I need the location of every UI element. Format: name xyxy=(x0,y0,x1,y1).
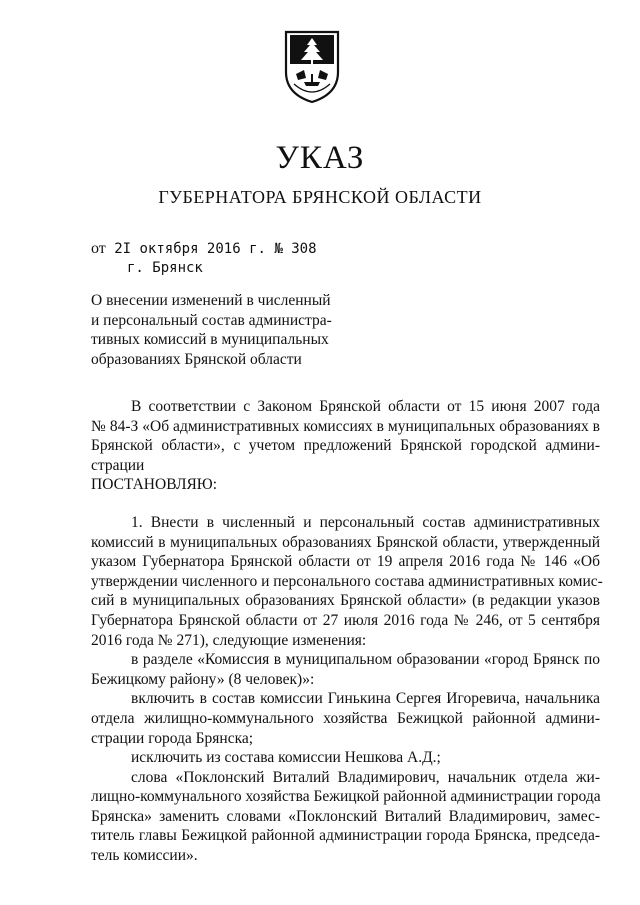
words-line: лищно-коммунального хозяйства Бежицкой районной администрации города xyxy=(91,788,601,806)
document-subject xyxy=(91,291,351,369)
date-prefix: от xyxy=(91,240,106,257)
date-value: 2I октября 2016 г. № 308 xyxy=(114,241,317,257)
document-title: УКАЗ xyxy=(275,140,365,176)
section-line: Бежицкому району» (8 человек)»: xyxy=(91,670,315,688)
preamble-line: Брянской области», с учетом предложений Брянской городской админи- xyxy=(91,437,600,455)
words-line: тель комиссии». xyxy=(91,847,198,865)
words-line: титель главы Бежицкой районной администрации города Брянска, председа- xyxy=(91,827,600,845)
item1-line: указом Губернатора Брянской области от 19 апреля 2016 года № 146 «Об xyxy=(91,553,600,571)
subject-line: О внесении изменений в численный xyxy=(91,292,331,309)
preamble-line: № 84-З «Об административных комиссиях в муниципальных образованиях в xyxy=(91,417,600,435)
item1-line: комиссий в муниципальных образованиях Брянской области, утвержденный xyxy=(91,533,600,551)
document-date xyxy=(91,240,317,258)
item1-line: 1. Внести в численный и персональный состав административных xyxy=(131,513,600,531)
subject-line: и персональный состав администра- xyxy=(91,311,332,329)
document-body xyxy=(91,397,603,866)
preamble-line: страции xyxy=(91,456,145,474)
document-subtitle: ГУБЕРНАТОРА БРЯНСКОЙ ОБЛАСТИ xyxy=(158,187,482,207)
subject-line: образованиях Брянской области xyxy=(91,350,302,368)
subject-line: тивных комиссий в муниципальных xyxy=(91,331,329,348)
document-city: г. Брянск xyxy=(127,260,203,276)
include-line: включить в состав комиссии Гинькина Сергея Игоревича, начальника xyxy=(131,690,600,708)
resolve-heading: ПОСТАНОВЛЯЮ: xyxy=(91,476,218,494)
exclude-line: исключить из состава комиссии Нешкова А.Д.; xyxy=(131,749,441,767)
words-line: слова «Поклонский Виталий Владимирович, начальник отдела жи- xyxy=(131,768,600,786)
item1-line: утверждении численного и персонального состава административных комис- xyxy=(91,572,603,590)
preamble-line: В соответствии с Законом Брянской области от 15 июня 2007 года xyxy=(131,398,600,415)
item1-line: сий в муниципальных образованиях Брянской области» (в редакции указов xyxy=(91,592,600,610)
item1-line: 2016 года № 271), следующие изменения: xyxy=(91,631,367,649)
coat-of-arms-icon xyxy=(284,30,340,104)
include-line: отдела жилищно-коммунального хозяйства Бежицкой районной админи- xyxy=(91,709,600,727)
item1-line: Губернатора Брянской области от 27 июля 2016 года № 246, от 5 сентября xyxy=(91,611,600,629)
words-line: Брянска» заменить словами «Поклонский Виталий Владимирович, замес- xyxy=(91,807,600,825)
section-line: в разделе «Комиссия в муниципальном образовании «город Брянск по xyxy=(131,651,600,669)
include-line: страции города Брянска; xyxy=(91,729,254,747)
